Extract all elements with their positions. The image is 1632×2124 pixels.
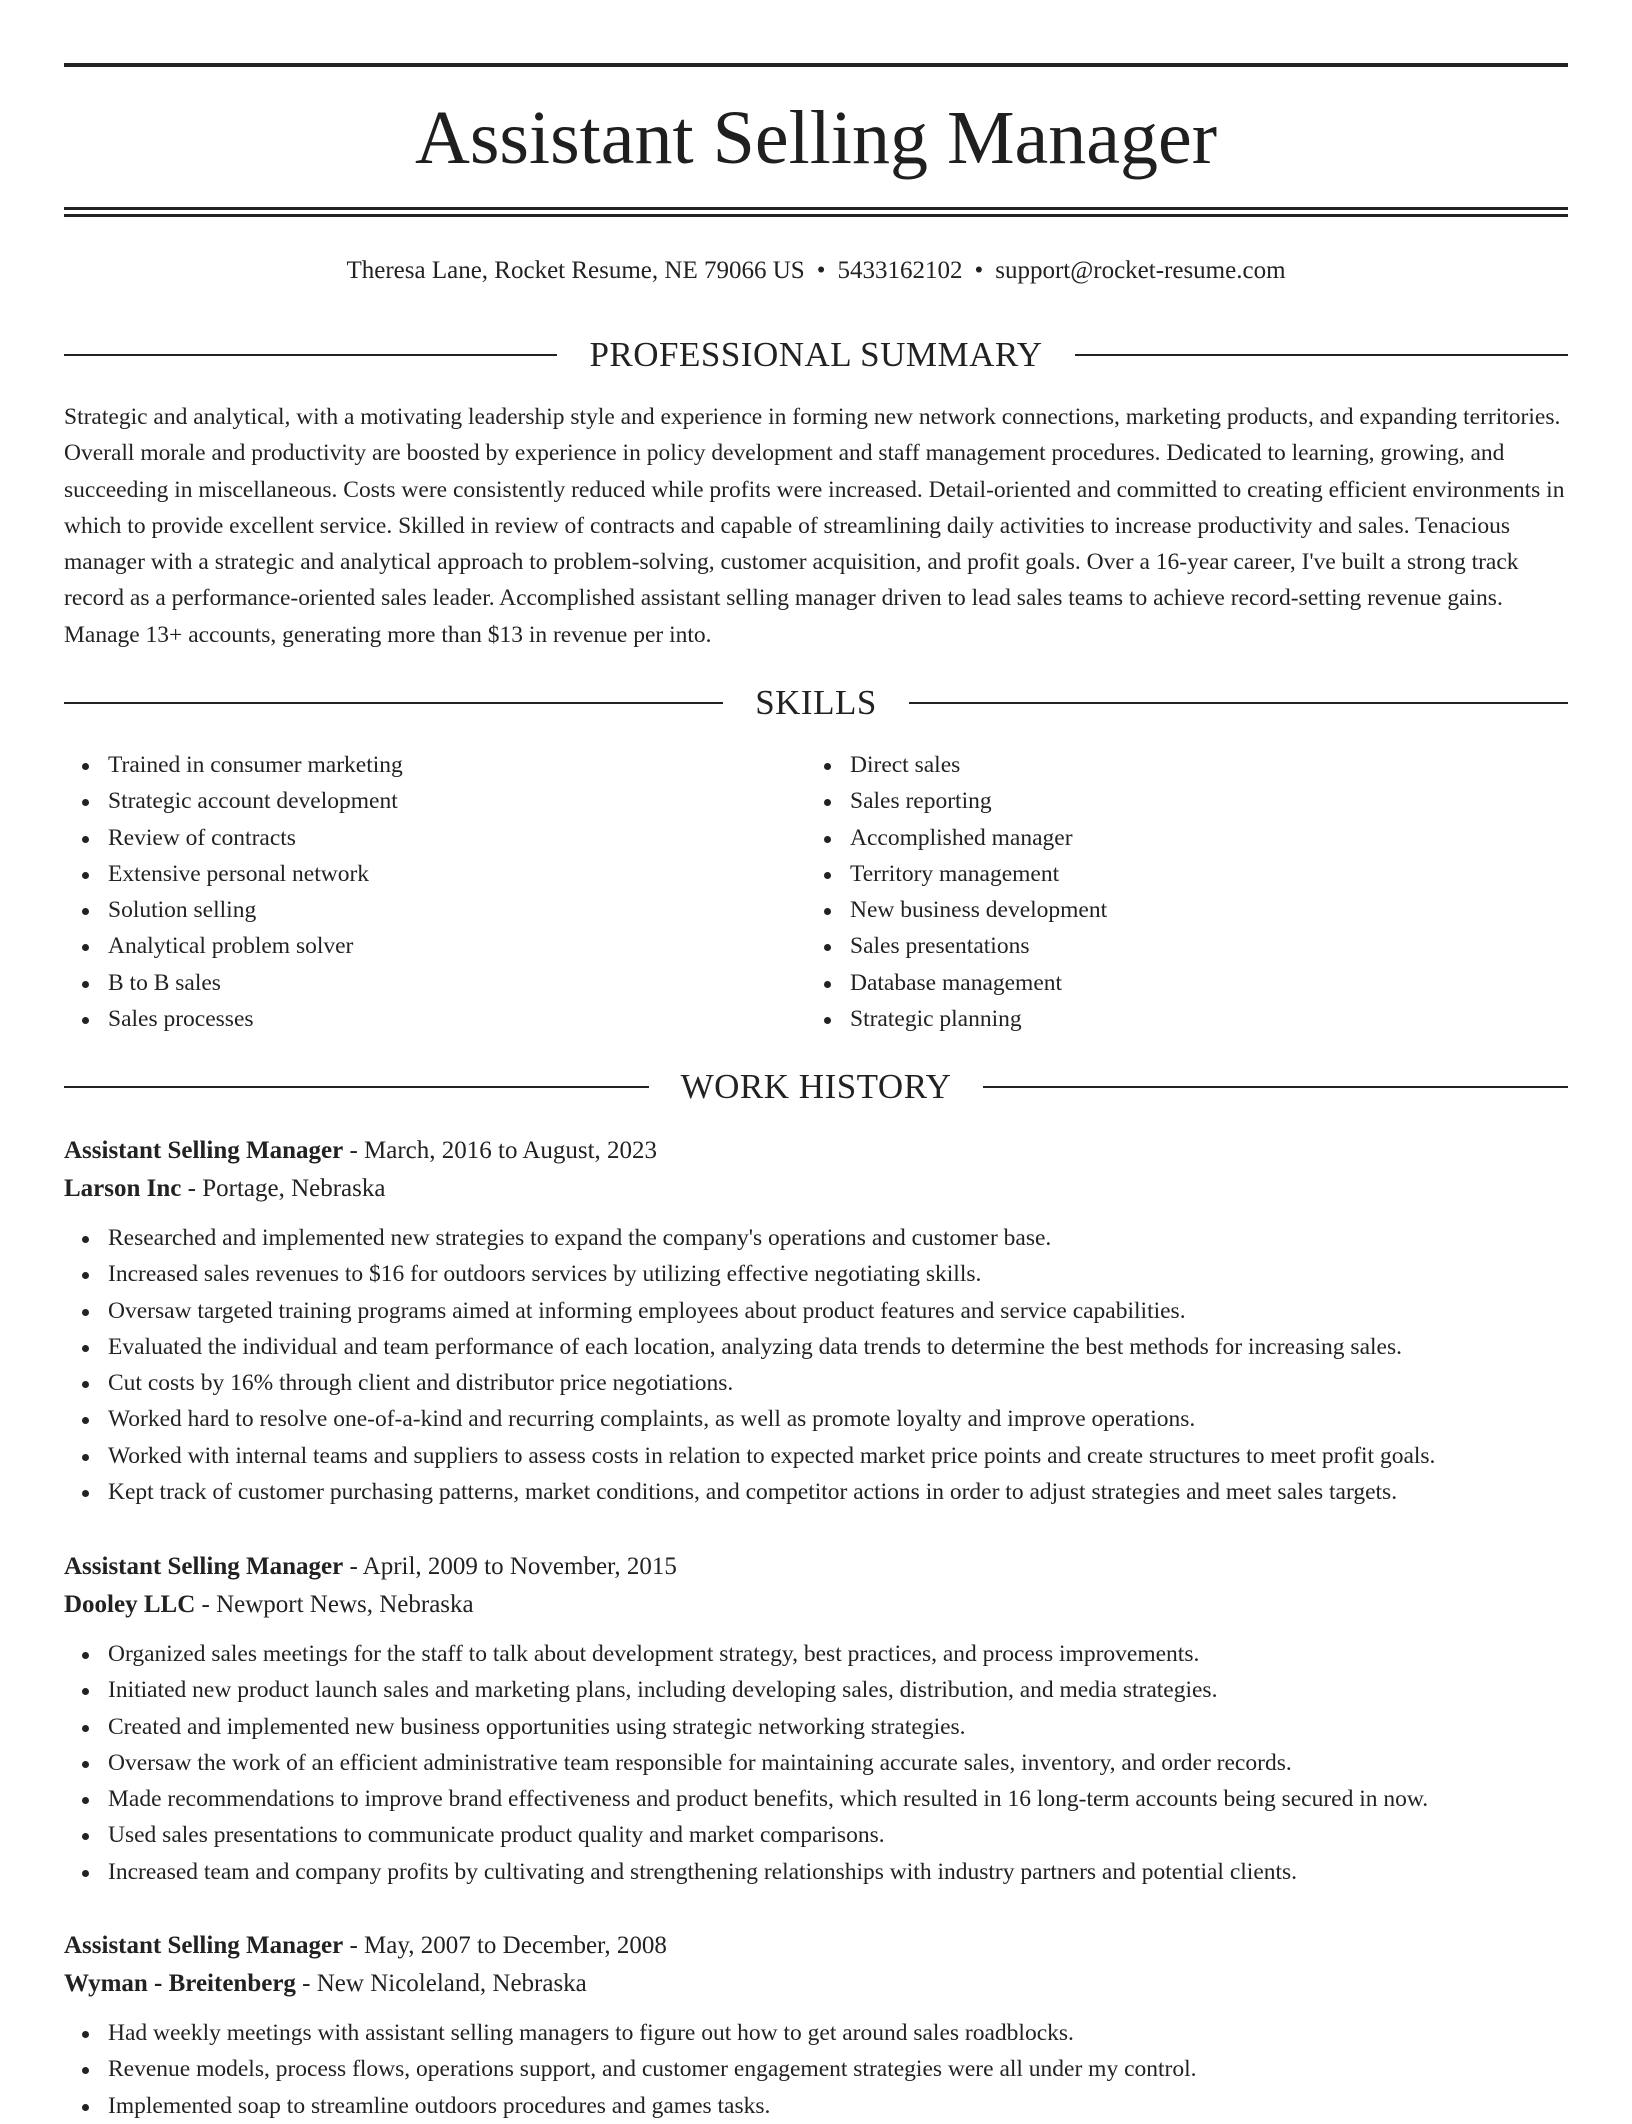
job-company-line [64,1965,1568,2003]
work-history-heading [64,1065,1568,1109]
job-dates: April, 2009 to November, 2015 [362,1553,677,1580]
summary-paragraph: Strategic and analytical, with a motivating leadership style and experience in forming new network connections, marketing products, and expanding territories. Overall morale and productivity are boosted by experience in policy development and staff management procedures. Dedicated to learning, growing, and succeeding in miscellaneous. Costs were consistently reduced while profits were increased. Detail-oriented and committed to creating efficient environments in which to provide excellent service. Skilled in review of contracts and capable of streamlining daily activities to increase productivity and sales. Tenacious manager with a strategic and analytical approach to problem-solving, customer acquisition, and profit goals. Over a 16-year career, I've built a strong track record as a performance-oriented sales leader. Accomplished assistant selling manager driven to lead sales teams to achieve record-setting revenue gains. Manage 13+ accounts, generating more than $13 in revenue per into. [64,404,1565,648]
skill-item: Database management [850,965,1548,1001]
contact-email: support@rocket-resume.com [995,257,1286,284]
job-bullet: Worked hard to resolve one-of-a-kind and recurring complaints, as well as promote loyalty and improve operations. [108,1401,1568,1437]
job-company: Wyman - Breitenberg [64,1970,296,1997]
heading-rule [909,702,1568,704]
skill-item: Trained in consumer marketing [108,747,806,783]
skill-item: New business development [850,892,1548,928]
job-bullet: Created and implemented new business opportunities using strategic networking strategies. [108,1709,1568,1745]
job-entry [64,1132,1568,1510]
skill-item: Territory management [850,856,1548,892]
job-bullet: Kept track of customer purchasing patterns, market conditions, and competitor actions in order to adjust strategies and meet sales targets. [108,1474,1568,1510]
heading-rule [1075,354,1568,356]
job-location: Portage, Nebraska [202,1175,386,1202]
contact-line [64,253,1568,289]
job-bullet: Organized sales meetings for the staff to talk about development strategy, best practices, and process improvements. [108,1636,1568,1672]
skill-item: Accomplished manager [850,820,1548,856]
contact-phone: 5433162102 [837,257,963,284]
skills-heading [64,681,1568,725]
contact-address: Theresa Lane, Rocket Resume, NE 79066 US [346,257,805,284]
job-bullet: Oversaw targeted training programs aimed at informing employees about product features and service capabilities. [108,1293,1568,1329]
job-bullet: Evaluated the individual and team performance of each location, analyzing data trends to determine the best methods for increasing sales. [108,1329,1568,1365]
skills-heading-text: SKILLS [755,683,877,722]
job-company-line [64,1586,1568,1624]
heading-rule [64,702,723,704]
job-company-line [64,1170,1568,1208]
job-bullet: Implemented soap to streamline outdoors procedures and games tasks. [108,2088,1568,2124]
contact-separator: • [974,257,984,284]
job-title: Assistant Selling Manager [64,1553,344,1580]
job-entry [64,1548,1568,1890]
dash: - [343,1553,363,1580]
job-entry [64,1927,1568,2124]
job-title-line [64,1927,1568,1965]
dash: - [295,1970,317,1997]
job-bullet: Cut costs by 16% through client and distributor price negotiations. [108,1365,1568,1401]
header-top-rule [64,63,1568,67]
job-bullet: Made recommendations to improve brand effectiveness and product benefits, which resulted in 16 long-term accounts being secured in now. [108,1781,1568,1817]
contact-separator: • [816,257,826,284]
skill-item: Extensive personal network [108,856,806,892]
header-double-rule [64,207,1568,217]
job-location: Newport News, Nebraska [216,1591,474,1618]
heading-rule [64,354,557,356]
job-bullet: Increased sales revenues to $16 for outdoors services by utilizing effective negotiating skills. [108,1256,1568,1292]
job-company: Dooley LLC [64,1591,196,1618]
skills-list-left [64,747,806,1037]
job-bullet: Used sales presentations to communicate product quality and market comparisons. [108,1817,1568,1853]
job-bullets [64,1220,1568,1510]
skill-item: Solution selling [108,892,806,928]
job-bullets [64,2015,1568,2124]
skills-columns [64,747,1568,1037]
job-bullet: Revenue models, process flows, operations support, and customer engagement strategies were all under my control. [108,2051,1568,2087]
job-bullets [64,1636,1568,1890]
job-bullet: Oversaw the work of an efficient administrative team responsible for maintaining accurate sales, inventory, and order records. [108,1745,1568,1781]
skills-list-right [806,747,1548,1037]
heading-rule [64,1086,649,1088]
job-title: Assistant Selling Manager [64,1137,344,1164]
dash: - [343,1932,365,1959]
skill-item: Strategic account development [108,783,806,819]
skill-item: Direct sales [850,747,1548,783]
job-bullet: Worked with internal teams and suppliers to assess costs in relation to expected market price points and create structures to meet profit goals. [108,1438,1568,1474]
job-title-line [64,1548,1568,1586]
job-bullet: Had weekly meetings with assistant selling managers to figure out how to get around sales roadblocks. [108,2015,1568,2051]
job-title: Assistant Selling Manager [64,1932,344,1959]
dash: - [195,1591,217,1618]
job-company: Larson Inc [64,1175,182,1202]
job-dates: March, 2016 to August, 2023 [364,1137,658,1164]
resume-title: Assistant Selling Manager [414,96,1218,180]
job-location: New Nicoleland, Nebraska [316,1970,587,1997]
skill-item: Analytical problem solver [108,928,806,964]
skill-item: Review of contracts [108,820,806,856]
job-bullet: Initiated new product launch sales and marketing plans, including developing sales, distribution, and media strategies. [108,1672,1568,1708]
skill-item: Sales processes [108,1001,806,1037]
heading-rule [983,1086,1568,1088]
work-history-heading-text: WORK HISTORY [680,1067,952,1106]
job-title-line [64,1132,1568,1170]
summary-heading [64,333,1568,377]
skill-item: Sales reporting [850,783,1548,819]
skill-item: Strategic planning [850,1001,1548,1037]
skill-item: Sales presentations [850,928,1548,964]
dash: - [343,1137,365,1164]
job-bullet: Researched and implemented new strategies to expand the company's operations and customer base. [108,1220,1568,1256]
dash: - [181,1175,203,1202]
job-bullet: Increased team and company profits by cultivating and strengthening relationships with industry partners and potential clients. [108,1854,1568,1890]
job-dates: May, 2007 to December, 2008 [364,1932,667,1959]
summary-heading-text: PROFESSIONAL SUMMARY [589,335,1043,374]
skill-item: B to B sales [108,965,806,1001]
